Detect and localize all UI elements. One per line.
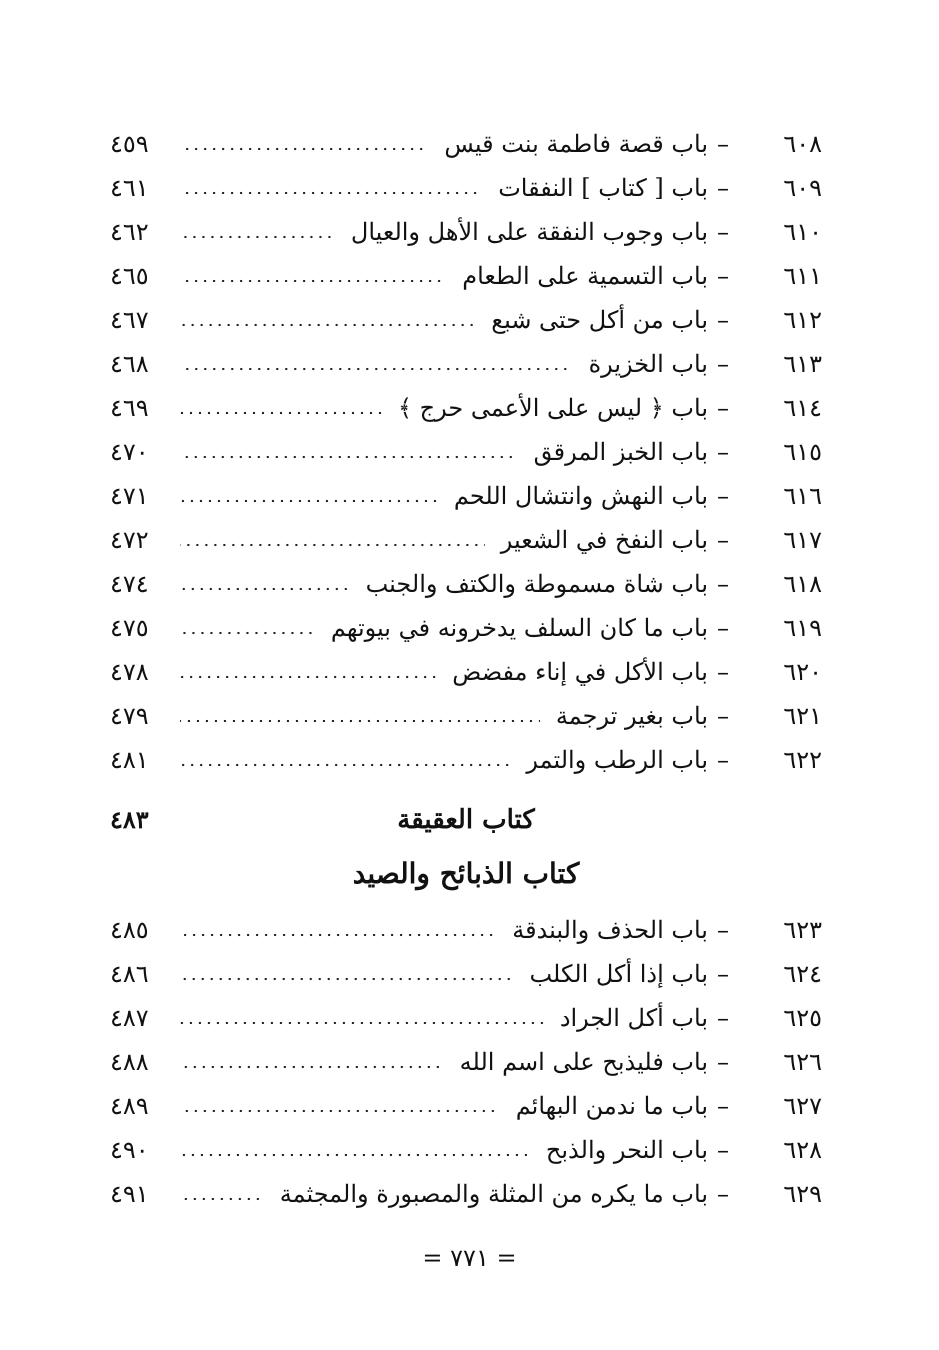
entry-title: باب إذا أكل الكلب <box>529 960 708 988</box>
entry-title: باب النهش وانتشال اللحم <box>453 482 708 510</box>
entry-title: باب النحر والذبح <box>545 1136 708 1164</box>
leader-dots <box>180 499 438 503</box>
entry-page: ٤٧٢ <box>110 526 149 554</box>
entry-title: باب التسمية على الطعام <box>462 262 708 290</box>
entry-number: ٦٢٠ <box>783 658 822 686</box>
leader-dots <box>180 675 436 679</box>
entry-dash: – <box>717 614 729 642</box>
toc-entry <box>110 910 822 950</box>
entry-page: ٤٨١ <box>110 746 149 774</box>
leader-dots <box>180 1109 500 1113</box>
entry-page: ٤٨٦ <box>110 960 149 988</box>
entry-title: باب بغير ترجمة <box>555 702 708 730</box>
leader-dots <box>180 1021 544 1025</box>
entry-page: ٤٧٤ <box>110 570 149 598</box>
leader-dots <box>180 977 513 981</box>
entry-number: ٦١٣ <box>783 350 822 378</box>
entry-page: ٤٧١ <box>110 482 149 510</box>
entry-title: باب [ كتاب ] النفقات <box>498 174 708 202</box>
leader-dots <box>180 631 315 635</box>
entry-number: ٦١٦ <box>783 482 822 510</box>
entry-page: ٤٥٩ <box>110 130 149 158</box>
book-title: كتاب الذبائح والصيد <box>352 857 580 890</box>
entry-page: ٤٨٥ <box>110 916 149 944</box>
entry-number: ٦٢٩ <box>783 1180 822 1208</box>
entry-number: ٦٢٥ <box>783 1004 822 1032</box>
leader-dots <box>180 587 350 591</box>
entry-number: ٦١٨ <box>783 570 822 598</box>
entry-page: ٤٩٠ <box>110 1136 149 1164</box>
toc-entry <box>110 998 822 1038</box>
entry-title: باب شاة مسموطة والكتف والجنب <box>365 570 708 598</box>
entry-page: ٤٧٩ <box>110 702 149 730</box>
leader-dots <box>180 455 518 459</box>
entry-title: باب وجوب النفقة على الأهل والعيال <box>350 218 708 246</box>
entry-dash: – <box>717 306 729 334</box>
leader-dots <box>180 411 382 415</box>
entry-number: ٦٢٣ <box>783 916 822 944</box>
entry-number: ٦٠٨ <box>783 130 822 158</box>
entry-title: باب ما ندمن البهائم <box>515 1092 708 1120</box>
entry-title: باب الرطب والتمر <box>526 746 708 774</box>
book-heading-dhabaih <box>110 852 822 896</box>
leader-dots <box>180 323 475 327</box>
leader-dots <box>180 235 335 239</box>
entry-page: ٤٦٨ <box>110 350 149 378</box>
leader-dots <box>180 719 540 723</box>
entry-dash: – <box>717 262 729 290</box>
entry-number: ٦٢٤ <box>783 960 822 988</box>
toc-entry <box>110 124 822 164</box>
entry-number: ٦١٢ <box>783 306 822 334</box>
entry-title: باب أكل الجراد <box>559 1004 708 1032</box>
leader-dots <box>180 933 496 937</box>
entry-dash: – <box>717 1180 729 1208</box>
entry-title: باب من أكل حتى شبع <box>491 306 708 334</box>
entry-number: ٦١١ <box>783 262 822 290</box>
entry-number: ٦٢٨ <box>783 1136 822 1164</box>
entry-number: ٦٢١ <box>783 702 822 730</box>
entry-page: ٤٦٧ <box>110 306 149 334</box>
entry-dash: – <box>717 350 729 378</box>
entry-dash: – <box>717 130 729 158</box>
footer-page-number: = ٧٧١ = <box>422 1244 517 1272</box>
toc-entry <box>110 520 822 560</box>
toc-entry <box>110 256 822 296</box>
entry-page: ٤٨٨ <box>110 1048 149 1076</box>
entry-dash: – <box>717 1048 729 1076</box>
entry-dash: – <box>717 916 729 944</box>
toc-entry <box>110 168 822 208</box>
entry-page: ٤٧٨ <box>110 658 149 686</box>
leader-dots <box>180 1065 444 1069</box>
entry-dash: – <box>717 218 729 246</box>
entry-page: ٤٦٢ <box>110 218 149 246</box>
entry-number: ٦٢٦ <box>783 1048 822 1076</box>
toc-entry <box>110 212 822 252</box>
toc-entry <box>110 1042 822 1082</box>
entry-title: باب فليذبح على اسم الله <box>459 1048 708 1076</box>
entry-title: باب ﴿ ليس على الأعمى حرج ﴾ <box>397 394 708 422</box>
entry-dash: – <box>717 570 729 598</box>
entry-dash: – <box>717 960 729 988</box>
toc-entry <box>110 432 822 472</box>
entry-dash: – <box>717 746 729 774</box>
entry-number: ٦١٤ <box>783 394 822 422</box>
entry-dash: – <box>717 438 729 466</box>
toc-entry <box>110 954 822 994</box>
leader-dots <box>180 1153 530 1157</box>
entry-number: ٦٢٧ <box>783 1092 822 1120</box>
toc-entry <box>110 388 822 428</box>
entry-dash: – <box>717 658 729 686</box>
toc-entry <box>110 1086 822 1126</box>
book-title: كتاب العقيقة <box>397 805 535 835</box>
toc-entry <box>110 1174 822 1214</box>
toc-entry <box>110 696 822 736</box>
entry-title: باب الخبز المرقق <box>533 438 708 466</box>
toc-entry <box>110 300 822 340</box>
entry-title: باب الخزيرة <box>588 350 708 378</box>
entry-page: ٤٦٥ <box>110 262 149 290</box>
entry-number: ٦١٧ <box>783 526 822 554</box>
entry-dash: – <box>717 394 729 422</box>
entry-dash: – <box>717 1004 729 1032</box>
entry-dash: – <box>717 702 729 730</box>
entry-page: ٤٧٠ <box>110 438 149 466</box>
entry-dash: – <box>717 174 729 202</box>
entry-dash: – <box>717 1092 729 1120</box>
entry-number: ٦١٩ <box>783 614 822 642</box>
entry-number: ٦٢٢ <box>783 746 822 774</box>
entry-number: ٦٠٩ <box>783 174 822 202</box>
toc-entry <box>110 608 822 648</box>
entry-page: ٤٩١ <box>110 1180 149 1208</box>
toc-entry <box>110 740 822 780</box>
leader-dots <box>180 147 428 151</box>
leader-dots <box>180 367 573 371</box>
entry-title: باب الأكل في إناء مفضض <box>452 658 708 686</box>
toc-entry <box>110 1130 822 1170</box>
entry-page: ٤٦٩ <box>110 394 149 422</box>
entry-title: باب ما كان السلف يدخرونه في بيوتهم <box>330 614 708 642</box>
entry-number: ٦١٥ <box>783 438 822 466</box>
entry-title: باب النفخ في الشعير <box>500 526 708 554</box>
entry-page: ٤٨٩ <box>110 1092 149 1120</box>
entry-title: باب قصة فاطمة بنت قيس <box>444 130 708 158</box>
leader-dots <box>180 191 482 195</box>
toc-entry <box>110 652 822 692</box>
book-heading-aqiqa <box>110 798 822 842</box>
entry-dash: – <box>717 1136 729 1164</box>
entry-number: ٦١٠ <box>783 218 822 246</box>
entry-title: باب الحذف والبندقة <box>512 916 708 944</box>
entry-page: ٤٨٧ <box>110 1004 149 1032</box>
entry-dash: – <box>717 482 729 510</box>
toc-entry <box>110 344 822 384</box>
toc-entry <box>110 564 822 604</box>
toc-entry <box>110 476 822 516</box>
leader-dots <box>180 543 485 547</box>
entry-title: باب ما يكره من المثلة والمصبورة والمجثمة <box>279 1180 708 1208</box>
leader-dots <box>180 763 510 767</box>
leader-dots <box>180 1197 264 1201</box>
entry-dash: – <box>717 526 729 554</box>
entry-page: ٤٦١ <box>110 174 149 202</box>
entry-page: ٤٧٥ <box>110 614 149 642</box>
book-page: ٤٨٣ <box>110 805 149 834</box>
leader-dots <box>180 279 446 283</box>
